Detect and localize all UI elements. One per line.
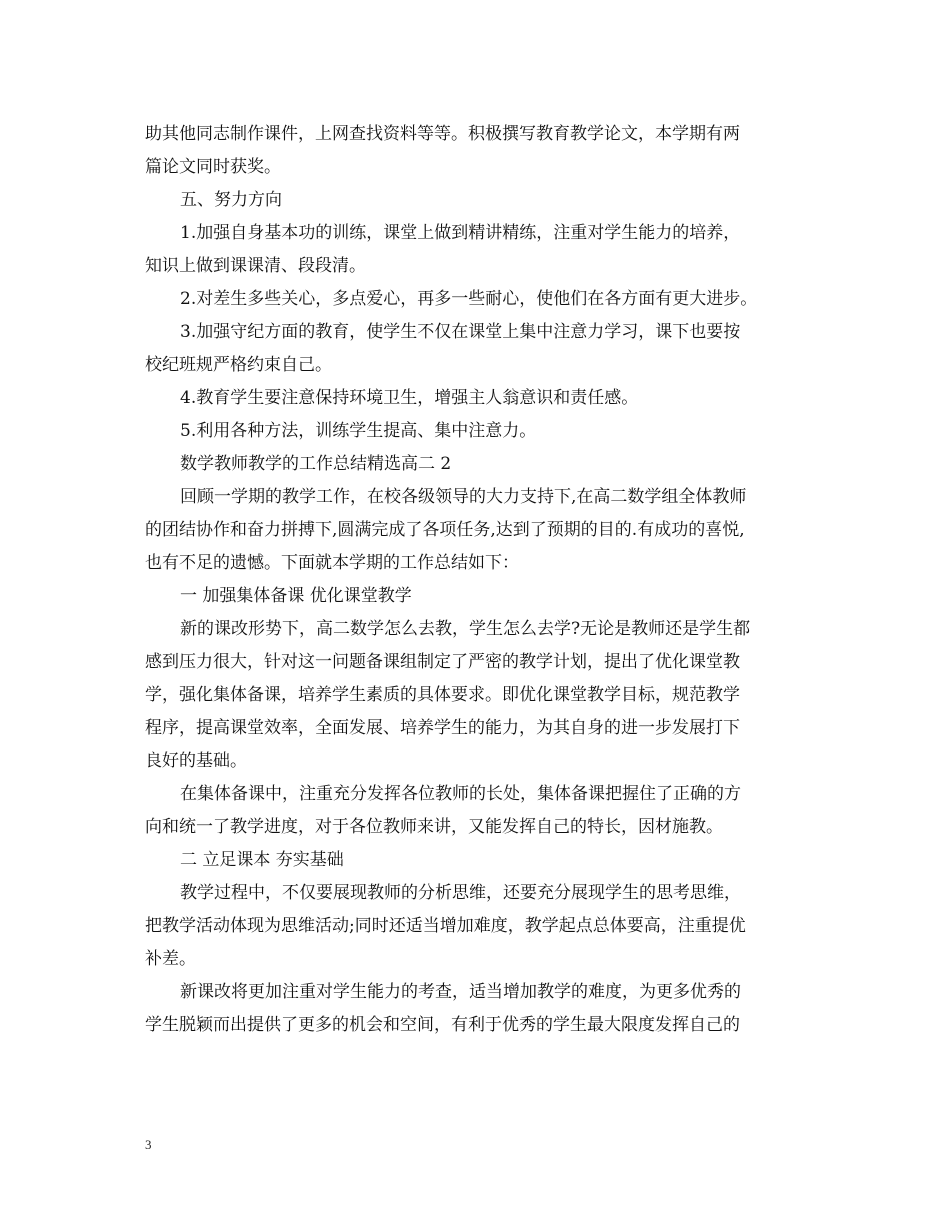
text-line: 学生脱颖而出提供了更多的机会和空间，有利于优秀的学生最大限度发挥自己的 bbox=[145, 1015, 740, 1035]
document-body bbox=[145, 118, 825, 1042]
text-line: 良好的基础。 bbox=[145, 751, 247, 771]
text-line: 向和统一了教学进度，对于各位教师来讲，又能发挥自己的特长，因材施教。 bbox=[145, 817, 723, 837]
text-line: 助其他同志制作课件，上网查找资料等等。积极撰写教育教学论文，本学期有两 bbox=[145, 124, 740, 144]
text-line: 的团结协作和奋力拼搏下,圆满完成了各项任务,达到了预期的目的.有成功的喜悦, bbox=[145, 520, 745, 540]
text-line: 也有不足的遗憾。下面就本学期的工作总结如下： bbox=[145, 553, 519, 573]
text-line: 在集体备课中，注重充分发挥各位教师的长处，集体备课把握住了正确的方 bbox=[180, 784, 741, 804]
text-line: 把教学活动体现为思维活动;同时还适当增加难度，教学起点总体要高，注重提优 bbox=[145, 916, 746, 936]
text-line: 教学过程中，不仅要展现教师的分析思维，还要充分展现学生的思考思维， bbox=[180, 883, 741, 903]
text-line: 知识上做到课课清、段段清。 bbox=[145, 256, 366, 276]
text-line: 新的课改形势下，高二数学怎么去教，学生怎么去学?无论是教师还是学生都 bbox=[180, 619, 751, 639]
text-line: 感到压力很大，针对这一问题备课组制定了严密的教学计划，提出了优化课堂教 bbox=[145, 652, 740, 672]
text-line: 4.教育学生要注意保持环境卫生，增强主人翁意识和责任感。 bbox=[180, 388, 639, 408]
text-line: 新课改将更加注重对学生能力的考查，适当增加教学的难度，为更多优秀的 bbox=[180, 982, 741, 1002]
text-line: 数学教师教学的工作总结精选高二 2 bbox=[180, 454, 452, 474]
text-line: 篇论文同时获奖。 bbox=[145, 157, 281, 177]
text-line: 五、努力方向 bbox=[180, 190, 282, 210]
text-line: 学，强化集体备课，培养学生素质的具体要求。即优化课堂教学目标，规范教学 bbox=[145, 685, 740, 705]
text-line: 二 立足课本 夯实基础 bbox=[180, 850, 344, 870]
text-line: 校纪班规严格约束自己。 bbox=[145, 355, 332, 375]
text-line: 3.加强守纪方面的教育，使学生不仅在课堂上集中注意力学习，课下也要按 bbox=[180, 322, 741, 342]
text-line: 回顾一学期的教学工作，在校各级领导的大力支持下,在高二数学组全体教师 bbox=[180, 487, 747, 507]
text-line: 2.对差生多些关心，多点爱心，再多一些耐心，使他们在各方面有更大进步。 bbox=[180, 289, 758, 309]
page-number: 3 bbox=[145, 1137, 152, 1152]
text-line: 5.利用各种方法，训练学生提高、集中注意力。 bbox=[180, 421, 537, 441]
text-line: 程序，提高课堂效率，全面发展、培养学生的能力，为其自身的进一步发展打下 bbox=[145, 718, 740, 738]
text-line: 补差。 bbox=[145, 949, 196, 969]
text-line: 一 加强集体备课 优化课堂教学 bbox=[180, 586, 412, 606]
text-line: 1.加强自身基本功的训练，课堂上做到精讲精练，注重对学生能力的培养， bbox=[180, 223, 741, 243]
